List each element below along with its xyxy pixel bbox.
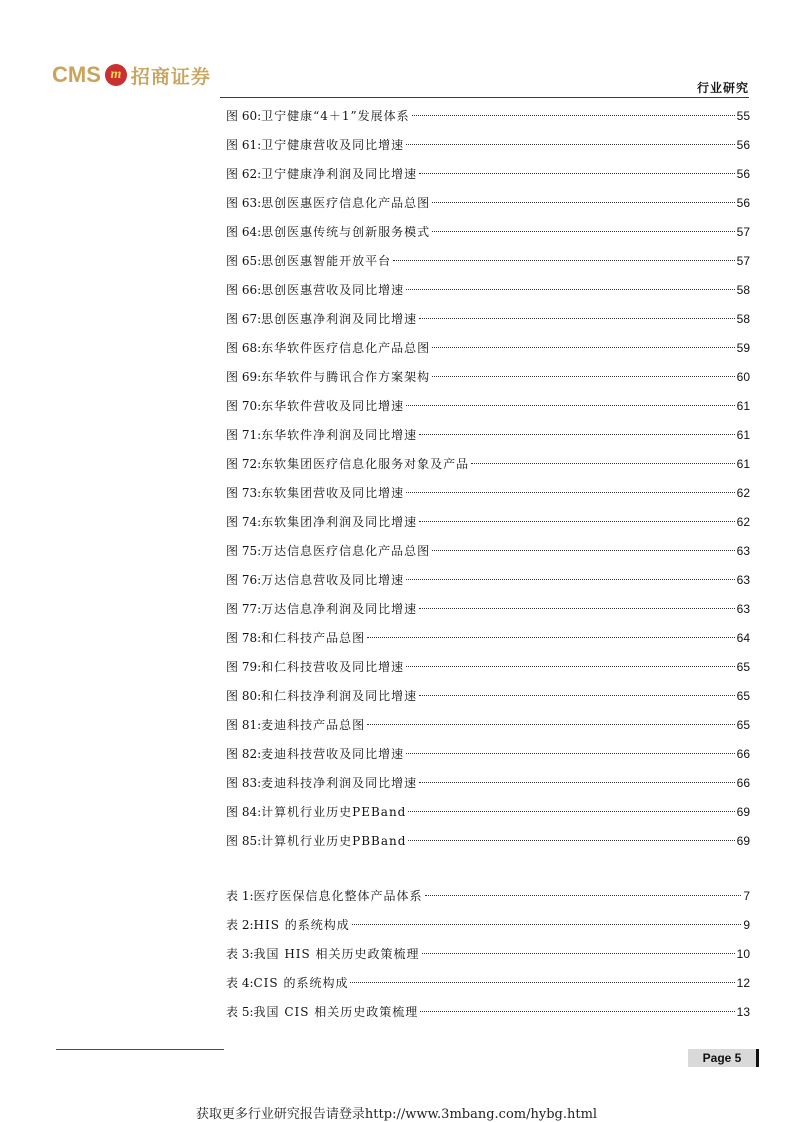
table-toc-entry[interactable] [226, 916, 750, 934]
toc-label: 图 70: [226, 399, 262, 413]
table-toc-entry[interactable] [226, 974, 750, 992]
logo-text-en: CMS [52, 62, 101, 87]
figure-toc-entry[interactable] [226, 339, 750, 357]
toc-title: HIS 的系统构成 [253, 918, 350, 932]
toc-leader-dots [432, 550, 734, 551]
toc-page-number: 56 [736, 167, 750, 181]
toc-leader-dots [406, 144, 734, 145]
toc-title: 思创医惠传统与创新服务模式 [261, 225, 431, 239]
header-divider [220, 97, 749, 98]
toc-label: 图 69: [226, 370, 262, 384]
toc-leader-dots [432, 202, 734, 203]
toc-page-number: 69 [736, 805, 750, 819]
company-logo [52, 60, 211, 90]
toc-title: 东华软件与腾讯合作方案架构 [261, 370, 431, 384]
toc-title: 卫宁健康净利润及同比增速 [261, 167, 418, 181]
toc-title: 万达信息净利润及同比增速 [261, 602, 418, 616]
toc-title: 万达信息营收及同比增速 [261, 573, 405, 587]
toc-page-number: 10 [736, 947, 750, 961]
toc-title: CIS 的系统构成 [253, 976, 349, 990]
figure-toc-entry[interactable] [226, 832, 750, 850]
toc-label: 表 4: [226, 976, 254, 990]
figure-toc-entry[interactable] [226, 687, 750, 705]
toc-label: 图 65: [226, 254, 262, 268]
figure-toc-entry[interactable] [226, 107, 750, 125]
toc-title: 麦迪科技产品总图 [261, 718, 366, 732]
toc-label: 图 84: [226, 805, 262, 819]
toc-label: 图 74: [226, 515, 262, 529]
toc-page-number: 57 [736, 254, 750, 268]
toc-page-number: 66 [736, 776, 750, 790]
toc-label: 表 2: [226, 918, 254, 932]
toc-title: 和仁科技净利润及同比增速 [261, 689, 418, 703]
toc-title: 麦迪科技营收及同比增速 [261, 747, 405, 761]
toc-page-number: 58 [736, 283, 750, 297]
toc-page-number: 64 [736, 631, 750, 645]
figure-toc-entry[interactable] [226, 745, 750, 763]
table-toc-entry[interactable] [226, 1003, 750, 1021]
watermark-link-text[interactable]: 获取更多行业研究报告请登录http://www.3mbang.com/hybg.html [195, 1107, 598, 1122]
toc-label: 图 76: [226, 573, 262, 587]
figure-toc-entry[interactable] [226, 194, 750, 212]
toc-label: 表 1: [226, 889, 254, 903]
toc-leader-dots [419, 521, 734, 522]
toc-title: 思创医惠医疗信息化产品总图 [261, 196, 431, 210]
toc-title: 卫宁健康“4＋1”发展体系 [261, 109, 410, 123]
toc-label: 图 66: [226, 283, 262, 297]
toc-leader-dots [406, 492, 734, 493]
toc-page-number: 59 [736, 341, 750, 355]
toc-title: 思创医惠智能开放平台 [261, 254, 392, 268]
figure-toc-entry[interactable] [226, 310, 750, 328]
toc-label: 图 77: [226, 602, 262, 616]
logo-text-cn: 招商证券 [130, 65, 211, 88]
toc-page-number: 62 [736, 486, 750, 500]
toc-label: 图 81: [226, 718, 262, 732]
toc-leader-dots [352, 924, 742, 925]
toc-label: 图 71: [226, 428, 262, 442]
toc-title: 和仁科技产品总图 [261, 631, 366, 645]
page-number-badge: Page 5 [688, 1049, 759, 1067]
toc-page-number: 61 [736, 457, 750, 471]
table-toc-entry[interactable] [226, 887, 750, 905]
toc-label: 图 61: [226, 138, 262, 152]
figure-toc-entry[interactable] [226, 774, 750, 792]
toc-page-number: 56 [736, 196, 750, 210]
toc-leader-dots [393, 260, 734, 261]
toc-label: 图 78: [226, 631, 262, 645]
figure-toc-entry[interactable] [226, 165, 750, 183]
figure-toc-entry[interactable] [226, 397, 750, 415]
toc-leader-dots [420, 1011, 734, 1012]
figure-toc-entry[interactable] [226, 281, 750, 299]
toc-page-number: 63 [736, 573, 750, 587]
toc-page-number: 13 [736, 1005, 750, 1019]
toc-leader-dots [419, 608, 734, 609]
toc-leader-dots [406, 666, 734, 667]
toc-page-number: 61 [736, 428, 750, 442]
toc-leader-dots [408, 811, 734, 812]
toc-title: 计算机行业历史PBBand [261, 834, 407, 848]
figure-toc-entry[interactable] [226, 658, 750, 676]
toc-leader-dots [419, 318, 734, 319]
toc-label: 图 83: [226, 776, 262, 790]
toc-page-number: 56 [736, 138, 750, 152]
toc-page-number: 66 [736, 747, 750, 761]
toc-leader-dots [419, 173, 734, 174]
figure-toc-entry[interactable] [226, 803, 750, 821]
figure-toc-entry[interactable] [226, 629, 750, 647]
toc-page-number: 69 [736, 834, 750, 848]
toc-page-number: 63 [736, 602, 750, 616]
toc-title: 东软集团净利润及同比增速 [261, 515, 418, 529]
toc-title: 东软集团医疗信息化服务对象及产品 [261, 457, 470, 471]
toc-leader-dots [367, 637, 734, 638]
figure-toc-entry[interactable] [226, 484, 750, 502]
toc-page-number: 60 [736, 370, 750, 384]
toc-title: 我国 CIS 相关历史政策梳理 [253, 1005, 419, 1019]
figure-toc-entry[interactable] [226, 455, 750, 473]
toc-label: 图 64: [226, 225, 262, 239]
toc-page-number: 12 [736, 976, 750, 990]
toc-label: 图 82: [226, 747, 262, 761]
toc-page-number: 57 [736, 225, 750, 239]
toc-leader-dots [406, 753, 734, 754]
toc-title: 思创医惠净利润及同比增速 [261, 312, 418, 326]
toc-leader-dots [408, 840, 734, 841]
toc-leader-dots [406, 579, 734, 580]
figure-toc-entry[interactable] [226, 571, 750, 589]
toc-label: 图 73: [226, 486, 262, 500]
toc-label: 图 79: [226, 660, 262, 674]
toc-label: 图 75: [226, 544, 262, 558]
toc-leader-dots [432, 231, 734, 232]
toc-title: 卫宁健康营收及同比增速 [261, 138, 405, 152]
toc-page-number: 65 [736, 689, 750, 703]
logo-badge-icon: m [105, 64, 127, 86]
toc-leader-dots [367, 724, 734, 725]
toc-leader-dots [432, 376, 734, 377]
figure-toc-entry[interactable] [226, 600, 750, 618]
figure-toc-entry[interactable] [226, 223, 750, 241]
toc-leader-dots [432, 347, 734, 348]
toc-page-number: 65 [736, 718, 750, 732]
figure-toc-entry[interactable] [226, 542, 750, 560]
toc-leader-dots [412, 115, 735, 116]
toc-page-number: 9 [743, 918, 750, 932]
toc-page-number: 55 [736, 109, 750, 123]
toc-label: 图 67: [226, 312, 262, 326]
figure-toc-entry[interactable] [226, 136, 750, 154]
toc-label: 图 60: [226, 109, 262, 123]
toc-title: 万达信息医疗信息化产品总图 [261, 544, 431, 558]
section-label: 行业研究 [696, 81, 749, 95]
toc-leader-dots [471, 463, 734, 464]
figure-toc-entry[interactable] [226, 368, 750, 386]
toc-page-number: 65 [736, 660, 750, 674]
toc-page-number: 61 [736, 399, 750, 413]
toc-page-number: 62 [736, 515, 750, 529]
table-toc-entry[interactable] [226, 945, 750, 963]
toc-label: 图 68: [226, 341, 262, 355]
toc-title: 东华软件净利润及同比增速 [261, 428, 418, 442]
toc-title: 东软集团营收及同比增速 [261, 486, 405, 500]
toc-leader-dots [350, 982, 734, 983]
toc-page-number: 63 [736, 544, 750, 558]
toc-leader-dots [406, 405, 734, 406]
toc-title: 思创医惠营收及同比增速 [261, 283, 405, 297]
toc-leader-dots [422, 953, 735, 954]
toc-label: 图 62: [226, 167, 262, 181]
toc-leader-dots [419, 695, 734, 696]
toc-label: 图 80: [226, 689, 262, 703]
figure-toc-entry[interactable] [226, 513, 750, 531]
toc-title: 计算机行业历史PEBand [261, 805, 407, 819]
toc-label: 图 63: [226, 196, 262, 210]
figure-toc-entry[interactable] [226, 716, 750, 734]
toc-label: 图 85: [226, 834, 262, 848]
toc-page-number: 58 [736, 312, 750, 326]
toc-title: 医疗医保信息化整体产品体系 [253, 889, 423, 903]
footer-divider [56, 1049, 224, 1050]
toc-title: 麦迪科技净利润及同比增速 [261, 776, 418, 790]
figure-toc-entry[interactable] [226, 252, 750, 270]
toc-label: 表 5: [226, 1005, 254, 1019]
toc-title: 东华软件营收及同比增速 [261, 399, 405, 413]
toc-title: 东华软件医疗信息化产品总图 [261, 341, 431, 355]
toc-page-number: 7 [743, 889, 750, 903]
toc-title: 和仁科技营收及同比增速 [261, 660, 405, 674]
figure-toc-entry[interactable] [226, 426, 750, 444]
toc-label: 表 3: [226, 947, 254, 961]
toc-title: 我国 HIS 相关历史政策梳理 [253, 947, 420, 961]
toc-leader-dots [406, 289, 734, 290]
toc-label: 图 72: [226, 457, 262, 471]
toc-leader-dots [425, 895, 742, 896]
toc-leader-dots [419, 782, 734, 783]
toc-leader-dots [419, 434, 734, 435]
